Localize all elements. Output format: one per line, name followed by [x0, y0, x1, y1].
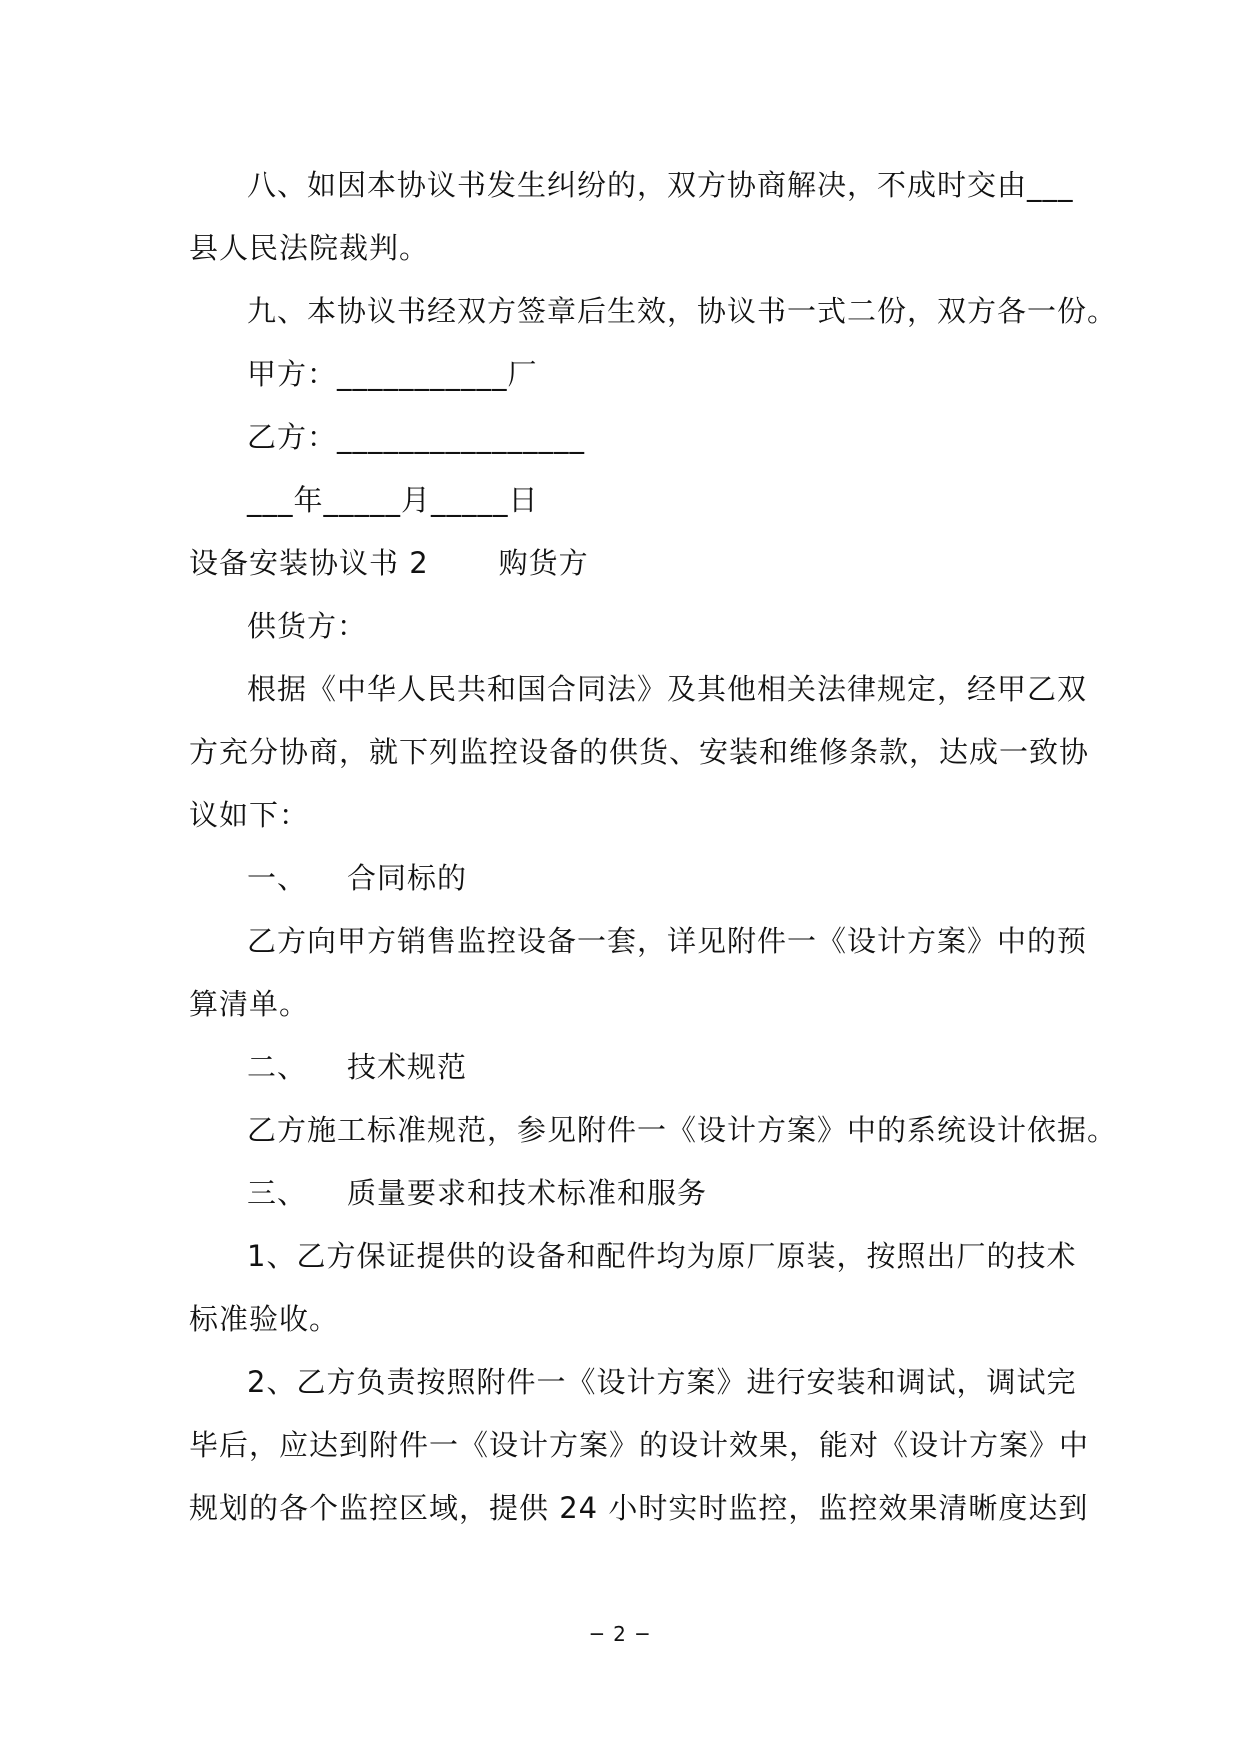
item-2-line-2: 毕后，应达到附件一《设计方案》的设计效果，能对《设计方案》中 [189, 1428, 1090, 1462]
section-2-body: 乙方施工标准规范，参见附件一《设计方案》中的系统设计依据。 [247, 1113, 1118, 1147]
document-title: 设备安装协议书 2 [189, 546, 429, 580]
preamble-line-1: 根据《中华人民共和国合同法》及其他相关法律规定，经甲乙双 [247, 672, 1088, 706]
party-b-signature: 乙方：________________ [247, 420, 586, 454]
section-3-heading [247, 1173, 1127, 1213]
page-number: ─ 2 ─ [590, 1622, 651, 1646]
preamble-line-2: 方充分协商，就下列监控设备的供货、安装和维修条款，达成一致协 [189, 735, 1090, 769]
section-heading-row [189, 543, 1069, 583]
party-a-signature: 甲方：___________厂 [247, 357, 538, 391]
section-1-heading [247, 858, 1127, 898]
section-number: 一、 [247, 861, 308, 895]
section-1-body-line-2: 算清单。 [189, 987, 310, 1021]
item-1-line-2: 标准验收。 [189, 1302, 340, 1336]
preamble-line-3: 议如下： [189, 798, 310, 832]
section-2-heading [247, 1047, 1127, 1087]
clause-8-line-1: 八、如因本协议书发生纠纷的，双方协商解决，不成时交由___ [247, 168, 1074, 202]
section-title: 质量要求和技术标准和服务 [347, 1176, 708, 1210]
section-number: 二、 [247, 1050, 308, 1084]
supplier-label: 供货方： [247, 609, 368, 643]
section-number: 三、 [247, 1176, 308, 1210]
clause-9: 九、本协议书经双方签章后生效，协议书一式二份，双方各一份。 [247, 294, 1118, 328]
section-title: 技术规范 [347, 1050, 468, 1084]
clause-8-line-2: 县人民法院裁判。 [189, 231, 430, 265]
item-2-line-1: 2、乙方负责按照附件一《设计方案》进行安装和调试，调试完 [247, 1365, 1077, 1399]
section-1-body-line-1: 乙方向甲方销售监控设备一套，详见附件一《设计方案》中的预 [247, 924, 1088, 958]
item-1-line-1: 1、乙方保证提供的设备和配件均为原厂原装，按照出厂的技术 [247, 1239, 1077, 1273]
buyer-label: 购货方 [498, 546, 589, 580]
date-line: ___年_____月_____日 [247, 483, 539, 517]
item-2-line-3: 规划的各个监控区域，提供 24 小时实时监控，监控效果清晰度达到 [189, 1491, 1089, 1525]
section-title: 合同标的 [347, 861, 468, 895]
